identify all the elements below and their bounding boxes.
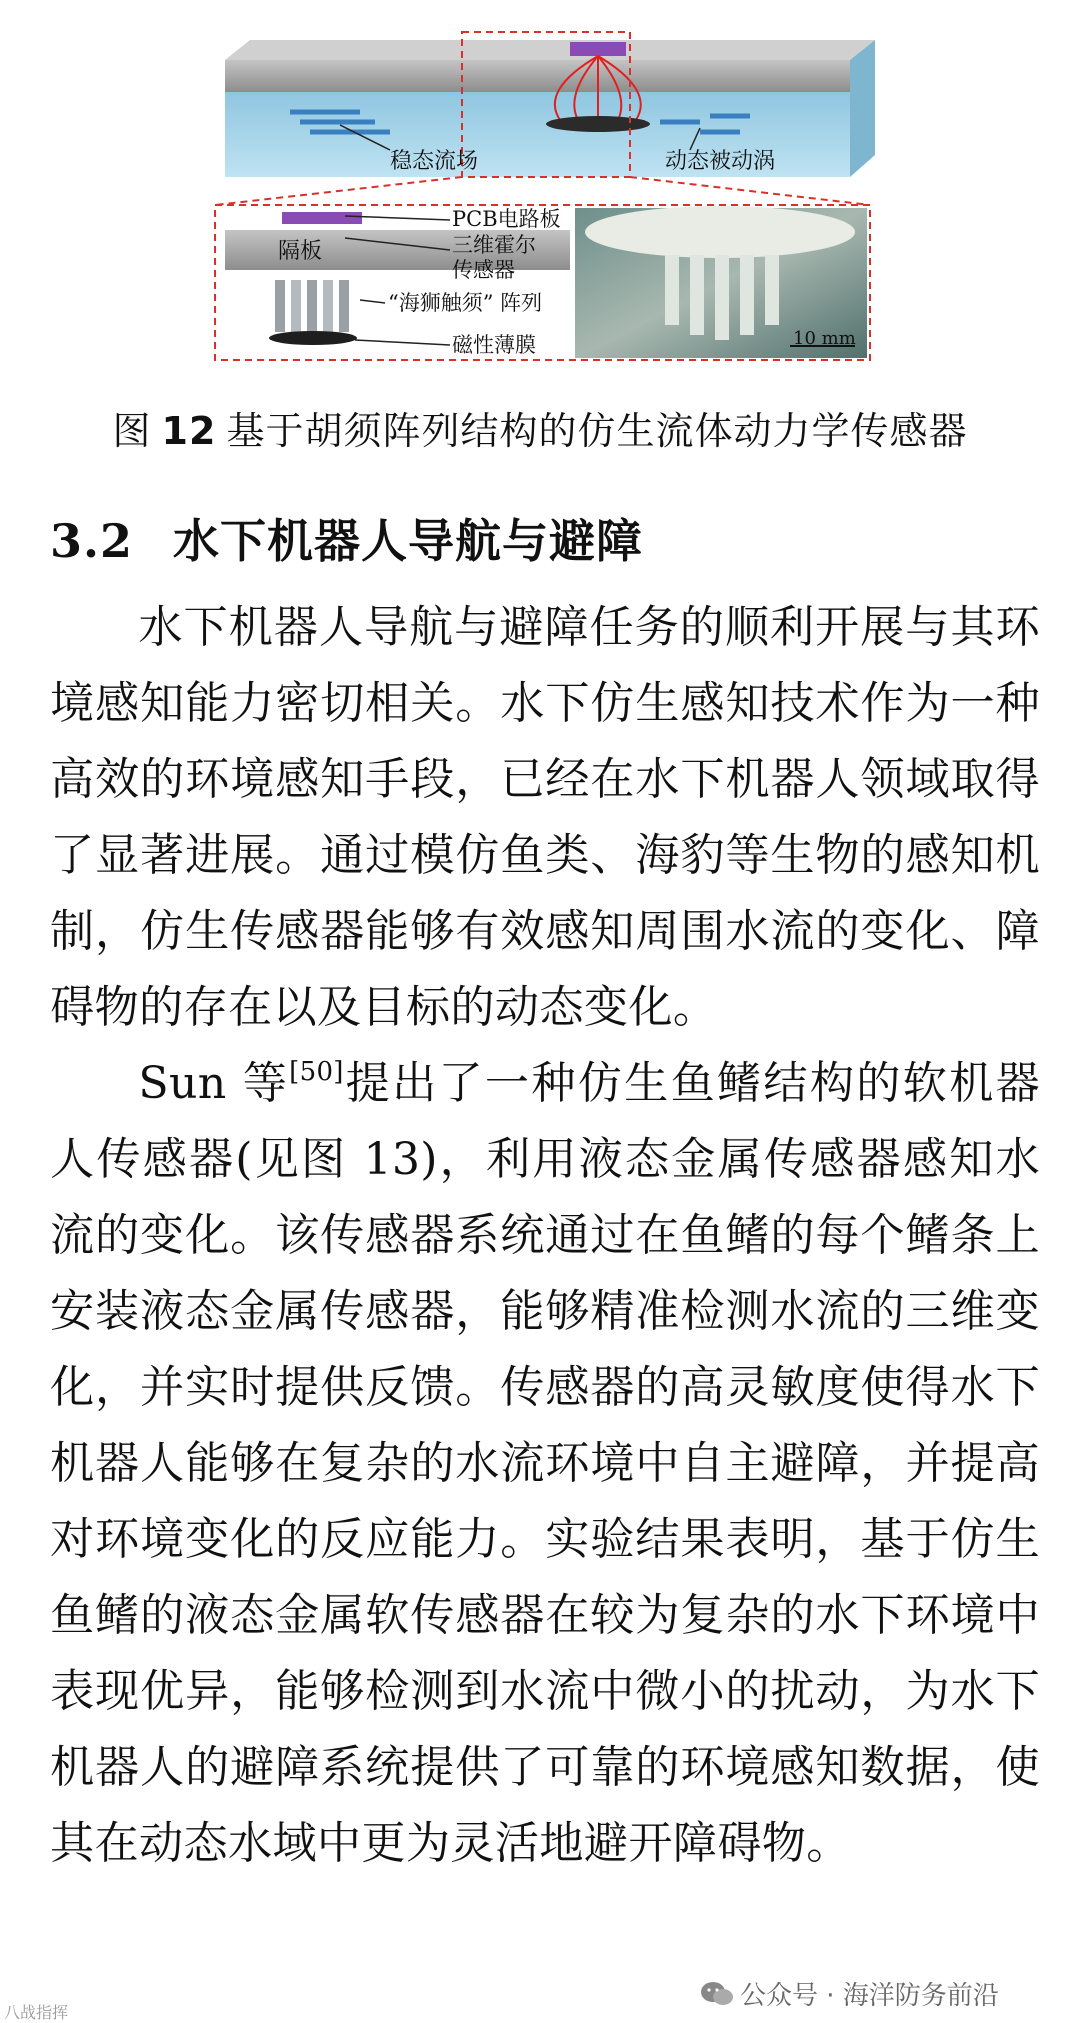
label-steady-flow: 稳态流场 — [390, 149, 479, 174]
label-hall-1: 三维霍尔 — [452, 233, 536, 257]
plate-top-face — [225, 40, 875, 60]
paragraph-2 — [50, 1046, 1040, 1882]
corner-watermark: 八战指挥 — [4, 2003, 69, 2022]
pcb-top — [570, 42, 626, 56]
wechat-icon — [700, 1980, 734, 2008]
label-whisker-array: “海狮触须” 阵列 — [388, 291, 543, 315]
watermark-text: 公众号 · 海洋防务前沿 — [740, 1981, 999, 2011]
section-heading — [50, 505, 643, 571]
pcb-board — [282, 212, 362, 224]
photo-disk — [585, 206, 855, 258]
figure-caption — [0, 400, 1080, 455]
figure-12 — [0, 0, 1080, 370]
plate-front-face — [225, 60, 850, 92]
figure-illustration — [0, 0, 1080, 370]
scale-bar-label: 10 mm — [793, 328, 856, 349]
section-number: 3.2 — [50, 514, 134, 568]
paragraph-2-start: Sun 等 — [138, 1058, 290, 1109]
body-text — [50, 590, 1040, 1882]
label-partition: 隔板 — [278, 239, 323, 264]
paragraph-2-rest: 提出了一种仿生鱼鳍结构的软机器人传感器(见图 13)，利用液态金属传感器感知水流的变化。该传感器系统通过在鱼鳍的每个鳍条上安装液态金属传感器，能够精准检测水流的三维变化，并实时提供反馈。传感器的高灵敏度使得水下机器人能够在复杂的水流环境中自主避障，并提高对环境变化的反应能力。实验结果表明，基于仿生鱼鳍的液态金属软传感器在较为复杂的水下环境中表现优异，能够检测到水流中微小的扰动，为水下机器人的避障系统提供了可靠的环境感知数据，使其在动态水域中更为灵活地避开障碍物。 — [50, 1058, 1040, 1869]
caption-text: 基于胡须阵列结构的仿生流体动力学传感器 — [226, 409, 968, 453]
label-pcb: PCB电路板 — [452, 207, 561, 231]
wechat-watermark — [700, 1975, 999, 2012]
whisker-array-schematic — [269, 280, 357, 345]
label-dynamic-wake: 动态被动涡 — [665, 149, 776, 174]
caption-prefix: 图 — [112, 409, 152, 453]
caption-number: 12 — [161, 409, 217, 453]
section-title: 水下机器人导航与避障 — [173, 514, 644, 568]
label-magnetic-film: 磁性薄膜 — [452, 333, 536, 357]
citation-ref[interactable]: [50] — [289, 1057, 344, 1087]
water-side — [850, 40, 875, 177]
label-hall-2: 传感器 — [452, 258, 515, 282]
paragraph-1: 水下机器人导航与避障任务的顺利开展与其环境感知能力密切相关。水下仿生感知技术作为一种高效的环境感知手段，已经在水下机器人领域取得了显著进展。通过模仿鱼类、海豹等生物的感知机制，仿生传感器能够有效感知周围水流的变化、障碍物的存在以及目标的动态变化。 — [50, 602, 1040, 1033]
whisker-base — [546, 116, 650, 132]
